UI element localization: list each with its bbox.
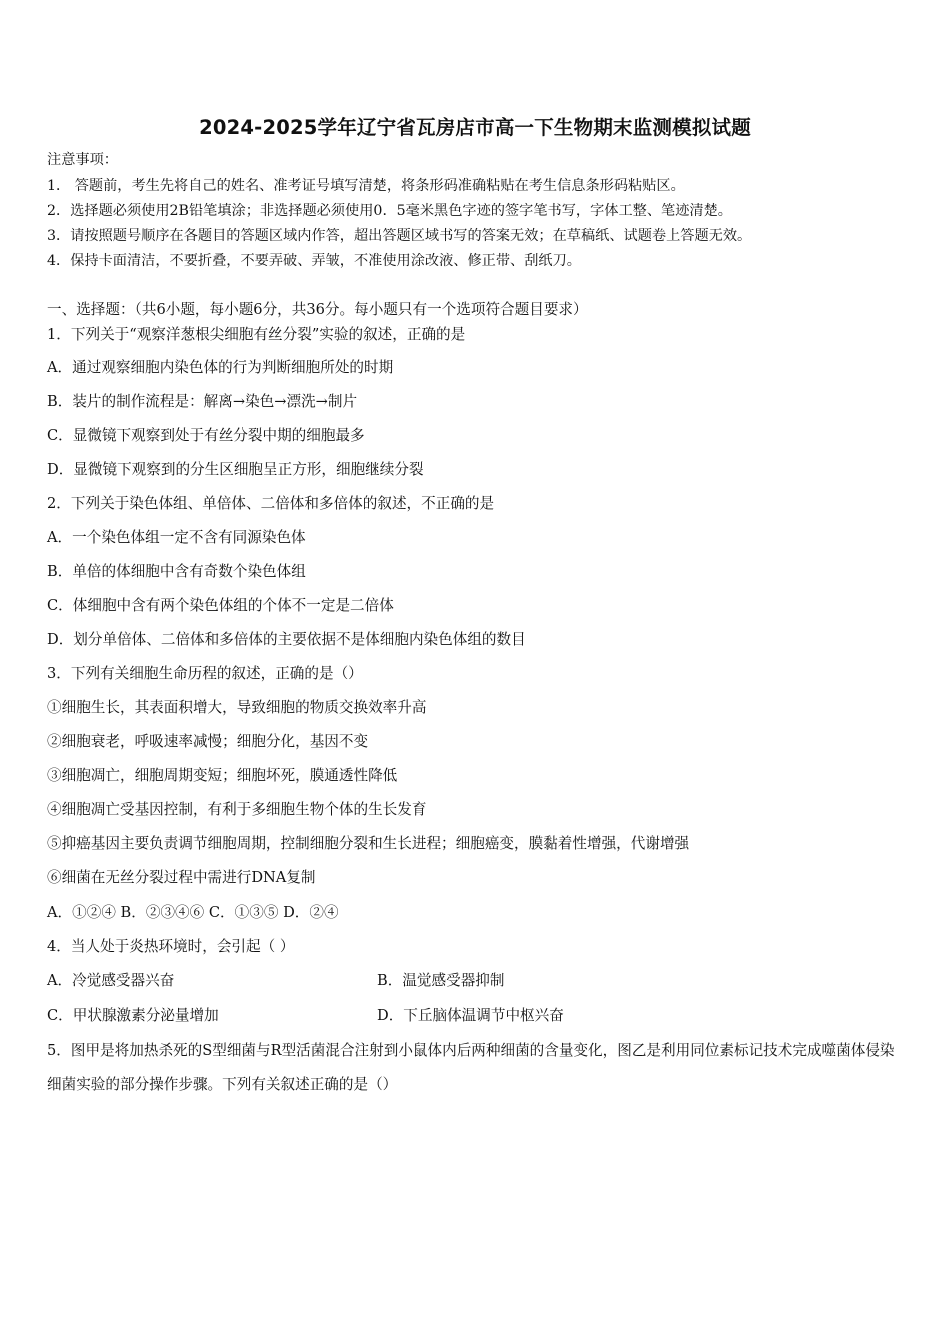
question-3-statement: ⑥细菌在无丝分裂过程中需进行DNA复制: [47, 869, 316, 886]
question-3-stem: 3．下列有关细胞生命历程的叙述，正确的是（）: [47, 665, 363, 682]
question-1-option-c: C．显微镜下观察到处于有丝分裂中期的细胞最多: [47, 427, 365, 444]
page-title: 2024-2025学年辽宁省瓦房店市高一下生物期末监测模拟试题: [199, 116, 751, 139]
question-2-option-a: A．一个染色体组一定不含有同源染色体: [47, 529, 306, 546]
question-4-option-a: A．冷觉感受器兴奋: [47, 972, 175, 989]
question-3-statement: ③细胞凋亡，细胞周期变短；细胞坏死，膜通透性降低: [47, 767, 398, 784]
question-4-stem: 4．当人处于炎热环境时，会引起（ ）: [47, 938, 295, 955]
question-1-option-d: D．显微镜下观察到的分生区细胞呈正方形，细胞继续分裂: [47, 461, 424, 478]
note-item: 3．请按照题号顺序在各题目的答题区域内作答，超出答题区域书写的答案无效；在草稿纸、试题卷上答题无效。: [47, 228, 752, 244]
note-item: 2．选择题必须使用2B铅笔填涂；非选择题必须使用0．5毫米黑色字迹的签字笔书写，字体工整、笔迹清楚。: [47, 203, 732, 219]
question-2-option-b: B．单倍的体细胞中含有奇数个染色体组: [47, 563, 306, 580]
question-3-statement: ②细胞衰老，呼吸速率减慢；细胞分化，基因不变: [47, 733, 369, 750]
question-4-option-b: B．温觉感受器抑制: [377, 972, 505, 989]
question-2-stem: 2．下列关于染色体组、单倍体、二倍体和多倍体的叙述，不正确的是: [47, 495, 495, 512]
question-4-option-c: C．甲状腺激素分泌量增加: [47, 1007, 219, 1024]
notes-heading: 注意事项：: [47, 152, 118, 168]
question-1-stem: 1．下列关于“观察洋葱根尖细胞有丝分裂”实验的叙述，正确的是: [47, 326, 466, 343]
question-1-option-a: A．通过观察细胞内染色体的行为判断细胞所处的时期: [47, 359, 394, 376]
question-3-statement: ⑤抑癌基因主要负责调节细胞周期，控制细胞分裂和生长进程；细胞癌变，膜黏着性增强，代谢增强: [47, 835, 690, 852]
question-3-statement: ①细胞生长，其表面积增大，导致细胞的物质交换效率升高: [47, 699, 427, 716]
note-item: 1． 答题前，考生先将自己的姓名、准考证号填写清楚，将条形码准确粘贴在考生信息条形码粘贴区。: [47, 178, 685, 194]
question-4-options-row-1: [47, 971, 505, 991]
section-heading: 一、选择题：（共6小题，每小题6分，共36分。每小题只有一个选项符合题目要求）: [47, 301, 588, 318]
question-1-option-b: B．装片的制作流程是：解离→染色→漂洗→制片: [47, 393, 358, 410]
question-3-statement: ④细胞凋亡受基因控制，有利于多细胞生物个体的生长发育: [47, 801, 427, 818]
question-2-option-c: C．体细胞中含有两个染色体组的个体不一定是二倍体: [47, 597, 394, 614]
question-4-options-row-2: [47, 1006, 564, 1026]
question-2-option-d: D．划分单倍体、二倍体和多倍体的主要依据不是体细胞内染色体组的数目: [47, 631, 526, 648]
note-item: 4．保持卡面清洁，不要折叠，不要弄破、弄皱，不准使用涂改液、修正带、刮纸刀。: [47, 253, 581, 269]
question-5-stem: 5．图甲是将加热杀死的S型细菌与R型活菌混合注射到小鼠体内后两种细菌的含量变化，图乙是利用同位素标记技术完成噬菌体侵染细菌实验的部分操作步骤。下列有关叙述正确的是（）: [47, 1042, 895, 1093]
question-4-option-d: D．下丘脑体温调节中枢兴奋: [377, 1007, 564, 1024]
question-3-options: A．①②④ B．②③④⑥ C．①③⑤ D．②④: [47, 904, 339, 921]
